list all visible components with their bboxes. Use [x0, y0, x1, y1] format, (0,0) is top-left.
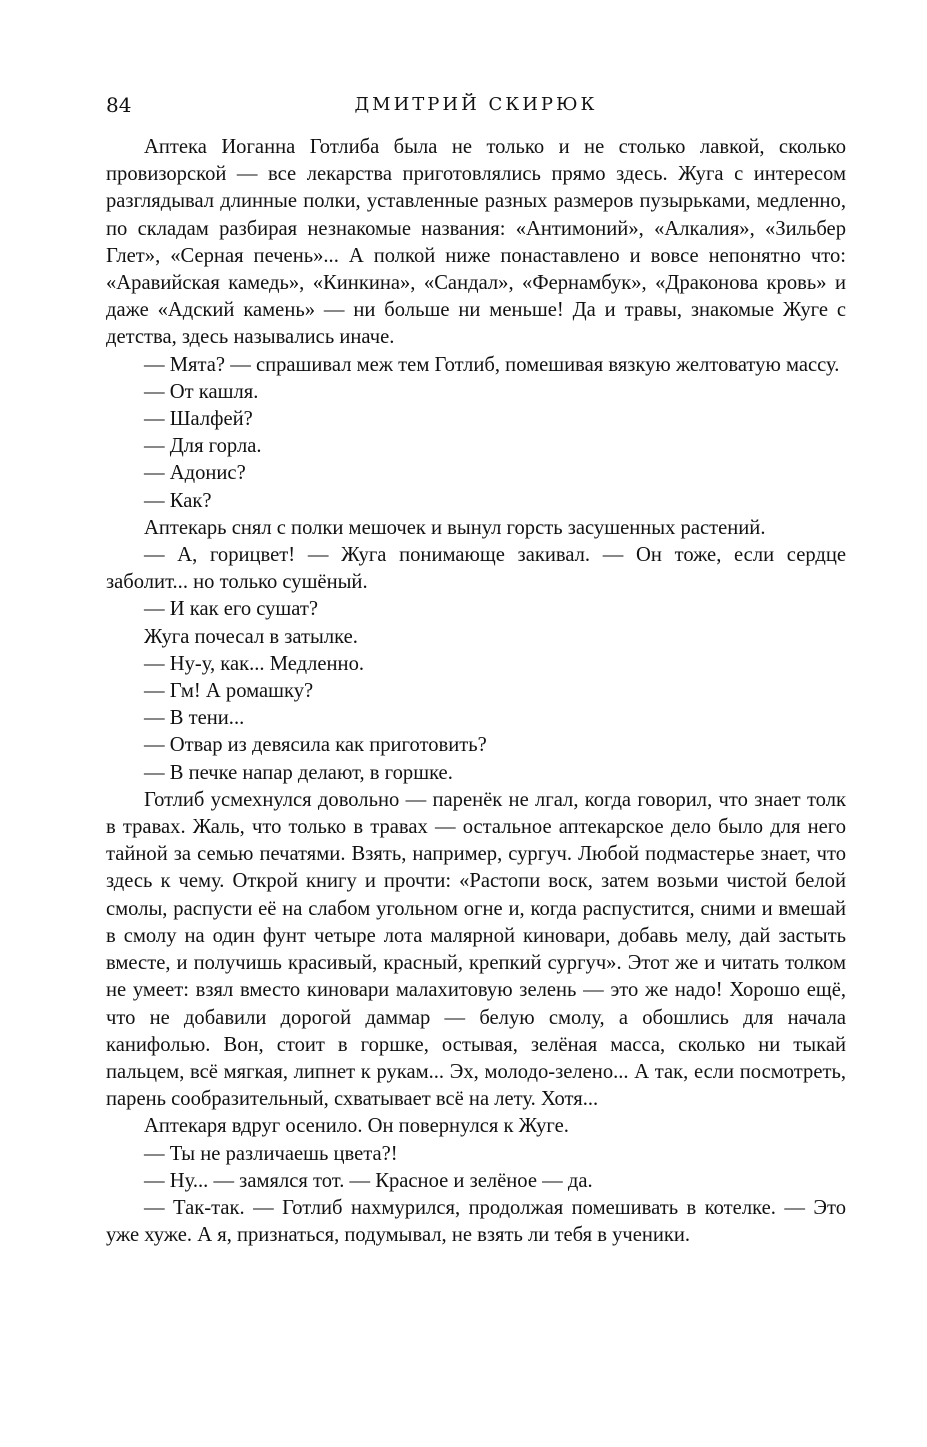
paragraph: Аптекарь снял с полки мешочек и вынул горсть засушенных растений. — [144, 516, 766, 539]
paragraph: Аптека Иоганна Готлиба была не только и не столько лавкой, сколько провизорской — все лекарства приготовлялись прямо здесь. Жуга с интересом разглядывал длинные полки, уставленные разных размеров пузырьками, медленно, по складам разбирая незнакомые названия: «Антимоний», «Алкалия», «Зильбер Глет», «Серная печень»... А полкой ниже понаставлено и вовсе непонятно что: «Аравийская камедь», «Кинкина», «Сандал», «Фернамбук», «Драконова кровь» и даже «Адский камень» — ни больше ни меньше! Да и травы, знакомые Жуге с детства, здесь назывались иначе. — [106, 136, 846, 349]
paragraph: Аптекаря вдруг осенило. Он повернулся к Жуге. — [144, 1115, 569, 1138]
paragraph: — А, горицвет! — Жуга понимающе закивал. — Он тоже, если сердце заболит... но только сушёный. — [106, 544, 846, 594]
paragraph: — Для горла. — [144, 435, 262, 458]
page-number: 84 — [106, 93, 132, 117]
paragraph: — Мята? — спрашивал меж тем Готлиб, помешивая вязкую желтоватую массу. — [144, 353, 840, 376]
paragraph: — Ты не различаешь цвета?! — [144, 1142, 398, 1165]
paragraph: — Отвар из девясила как приготовить? — [144, 734, 487, 757]
paragraph: — Так-так. — Готлиб нахмурился, продолжая помешивать в котелке. — Это уже хуже. А я, признаться, подумывал, не взять ли тебя в ученики. — [106, 1196, 846, 1247]
paragraph: — Адонис? — [144, 462, 246, 485]
paragraph: — В тени... — [144, 707, 245, 730]
paragraph: — Гм! А ромашку? — [144, 680, 314, 703]
paragraph: — Как? — [144, 489, 212, 512]
paragraph: Жуга почесал в затылке. — [144, 625, 358, 648]
paragraph: — От кашля. — [144, 380, 259, 403]
paragraph: — И как его сушат? — [144, 598, 319, 621]
paragraph: — Шалфей? — [144, 408, 253, 431]
running-head-author: ДМИТРИЙ СКИРЮК — [354, 94, 598, 115]
body-text — [106, 134, 846, 1249]
paragraph: — Ну-у, как... Медленно. — [144, 652, 365, 675]
paragraph: — В печке напар делают, в горшке. — [144, 761, 453, 784]
paragraph: — Ну... — замялся тот. — Красное и зелёное — да. — [144, 1169, 593, 1192]
page-header — [106, 92, 846, 118]
paragraph: Готлиб усмехнулся довольно — паренёк не лгал, когда говорил, что знает толк в травах. Жаль, что только в травах — остальное аптекарское дело было для него тайной за семью печатями. Взять, например, сургуч. Любой подмастерье знает, что здесь к чему. Открой книгу и прочти: «Растопи воск, затем возьми чистой белой смолы, распусти её на слабом угольном огне и, когда распустится, сними и вмешай в смолу на один фунт четыре лота малярной киновари, добавь мелу, дай застыть вместе, и получишь красивый, красный, крепкий сургуч». Этот же и читать толком не умеет: взял вместо киновари малахитовую зелень — это же надо! Хорошо ещё, что не добавили дорогой даммар — белую смолу, а обошлись для начала канифолью. Вон, стоит в горшке, остывая, зелёная масса, сколько ни тыкай пальцем, всё мягкая, липнет к рукам... Эх, молодо-зелено... А так, если посмотреть, парень сообразительный, схватывает всё на лету. Хотя... — [106, 788, 846, 1111]
